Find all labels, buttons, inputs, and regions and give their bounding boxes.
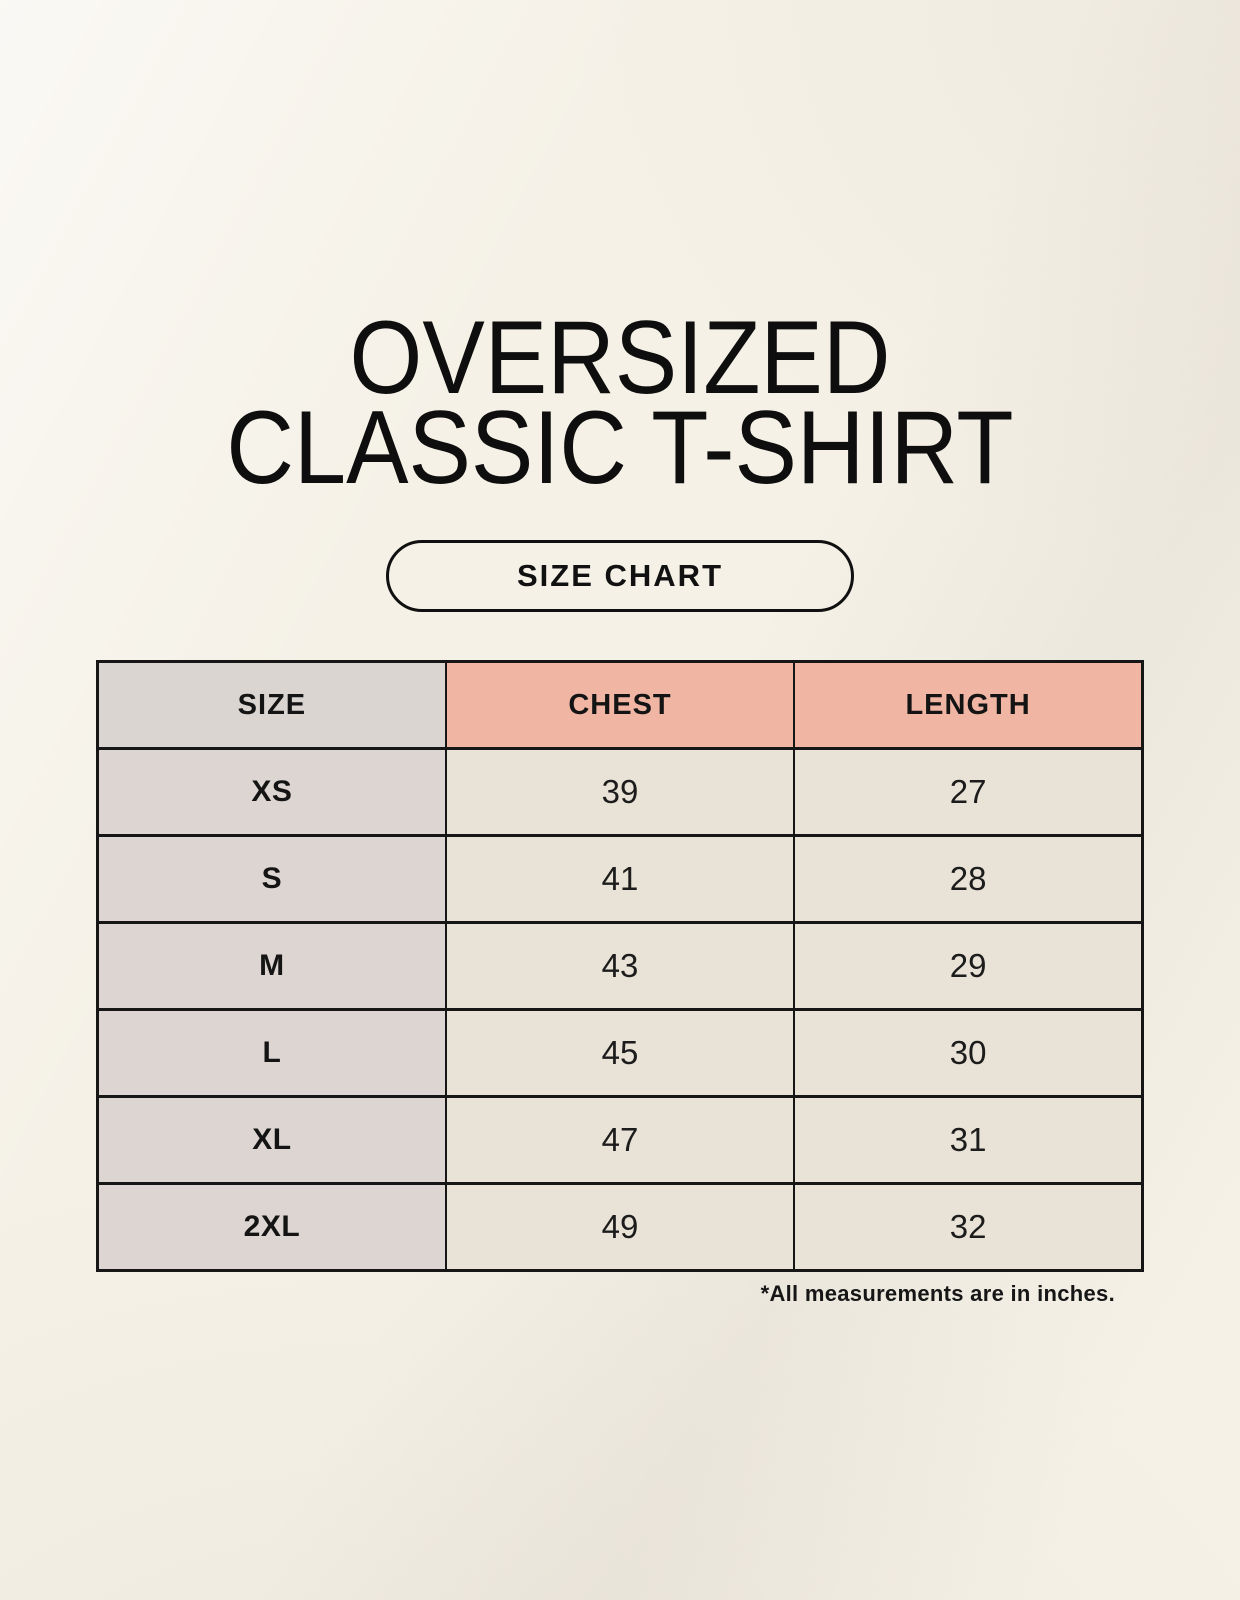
size-label: M	[98, 923, 446, 1010]
length-value: 32	[794, 1184, 1142, 1271]
column-header-size: SIZE	[98, 662, 446, 749]
table-header-row	[98, 662, 1143, 749]
table-row-s	[98, 836, 1143, 923]
table-row-m	[98, 923, 1143, 1010]
table-row-l	[98, 1010, 1143, 1097]
product-title-line1: OVERSIZED	[349, 300, 891, 416]
chest-value: 49	[446, 1184, 794, 1271]
product-title	[62, 300, 1178, 506]
chest-value: 43	[446, 923, 794, 1010]
size-chart-badge[interactable]	[386, 540, 854, 612]
chest-value: 39	[446, 749, 794, 836]
length-value: 29	[794, 923, 1142, 1010]
size-chart-badge-label: SIZE CHART	[517, 558, 723, 593]
size-table	[96, 660, 1144, 1272]
table-row-xs	[98, 749, 1143, 836]
size-label: XL	[98, 1097, 446, 1184]
measurements-note: *All measurements are in inches.	[760, 1281, 1115, 1306]
size-label: S	[98, 836, 446, 923]
length-value: 28	[794, 836, 1142, 923]
chest-value: 47	[446, 1097, 794, 1184]
table-row-xl	[98, 1097, 1143, 1184]
size-label: 2XL	[98, 1184, 446, 1271]
size-label: L	[98, 1010, 446, 1097]
chest-value: 45	[446, 1010, 794, 1097]
length-value: 27	[794, 749, 1142, 836]
size-label: XS	[98, 749, 446, 836]
chest-value: 41	[446, 836, 794, 923]
column-header-length: LENGTH	[794, 662, 1142, 749]
table-row-2xl	[98, 1184, 1143, 1271]
product-title-line2: CLASSIC T-SHIRT	[226, 390, 1014, 506]
length-value: 30	[794, 1010, 1142, 1097]
length-value: 31	[794, 1097, 1142, 1184]
column-header-chest: CHEST	[446, 662, 794, 749]
